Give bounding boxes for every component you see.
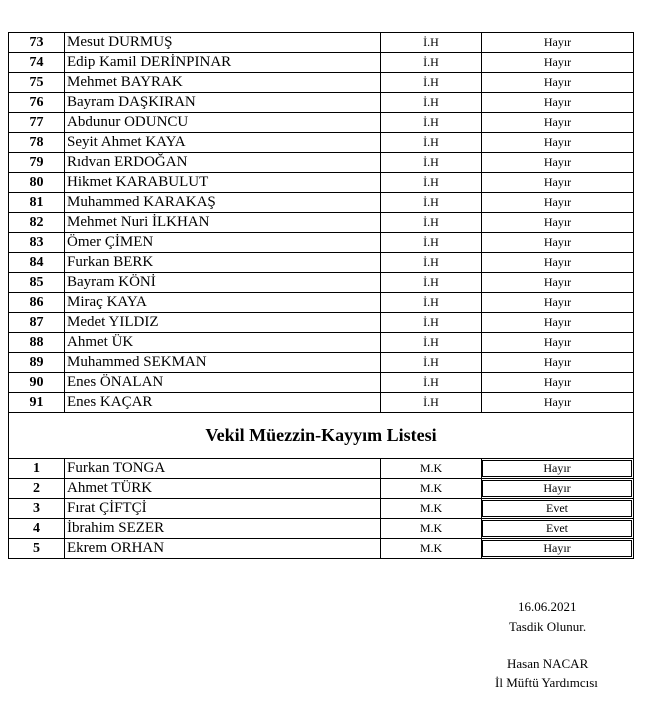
signature-date: 16.06.2021	[518, 599, 577, 614]
signer-name: Hasan NACAR	[507, 656, 589, 671]
table-row	[9, 458, 633, 478]
table-row	[9, 292, 633, 312]
row-number: 84	[9, 253, 65, 272]
person-name: Edip Kamil DERİNPINAR	[65, 53, 381, 72]
duty-type: M.K	[381, 519, 482, 538]
duty-type: İ.H	[381, 333, 482, 352]
row-number: 75	[9, 73, 65, 92]
row-number: 85	[9, 273, 65, 292]
status-value: Hayır	[543, 395, 572, 409]
row-number: 77	[9, 113, 65, 132]
row-number: 90	[9, 373, 65, 392]
table-row	[9, 52, 633, 72]
row-number: 2	[9, 479, 65, 498]
person-name: Ahmet ÜK	[65, 333, 381, 352]
row-number: 4	[9, 519, 65, 538]
duty-type: İ.H	[381, 293, 482, 312]
person-name: Abdunur ODUNCU	[65, 113, 381, 132]
status-value	[482, 519, 633, 538]
duty-type: İ.H	[381, 393, 482, 412]
row-number: 5	[9, 539, 65, 558]
table-row	[9, 352, 633, 372]
status-value: Hayır	[543, 215, 572, 229]
row-number: 80	[9, 173, 65, 192]
person-name: Mehmet Nuri İLKHAN	[65, 213, 381, 232]
table-row	[9, 232, 633, 252]
status-value: Hayır	[543, 275, 572, 289]
duty-type: İ.H	[381, 233, 482, 252]
status-value: Hayır	[543, 255, 572, 269]
status-value: Hayır	[543, 35, 572, 49]
status-value: Hayır	[543, 235, 572, 249]
duty-type: İ.H	[381, 373, 482, 392]
table-row	[9, 92, 633, 112]
status-value: Hayır	[543, 75, 572, 89]
table-row	[9, 538, 633, 558]
table-row	[9, 132, 633, 152]
section-title: Vekil Müezzin-Kayyım Listesi	[9, 412, 633, 458]
muezzin-rows	[9, 458, 633, 558]
person-name: İbrahim SEZER	[65, 519, 381, 538]
duty-type: İ.H	[381, 133, 482, 152]
table-row	[9, 498, 633, 518]
status-value	[482, 459, 633, 478]
duty-type: M.K	[381, 479, 482, 498]
status-value	[482, 539, 633, 558]
person-name: Ahmet TÜRK	[65, 479, 381, 498]
person-name: Fırat ÇİFTÇİ	[65, 499, 381, 518]
person-name: Muhammed KARAKAŞ	[65, 193, 381, 212]
imam-rows	[9, 32, 633, 412]
status-value: Hayır	[543, 375, 572, 389]
table-row	[9, 272, 633, 292]
table-row	[9, 152, 633, 172]
table-row	[9, 112, 633, 132]
person-name: Furkan BERK	[65, 253, 381, 272]
person-name: Enes ÖNALAN	[65, 373, 381, 392]
table-row	[9, 212, 633, 232]
table-row	[9, 392, 633, 412]
status-box: Hayır	[482, 480, 632, 497]
status-box: Evet	[482, 520, 632, 537]
person-name: Ömer ÇİMEN	[65, 233, 381, 252]
status-value: Hayır	[543, 315, 572, 329]
row-number: 79	[9, 153, 65, 172]
status-box: Evet	[482, 500, 632, 517]
person-name: Bayram DAŞKIRAN	[65, 93, 381, 112]
person-name: Muhammed SEKMAN	[65, 353, 381, 372]
table-row	[9, 192, 633, 212]
person-name: Medet YILDIZ	[65, 313, 381, 332]
person-name: Bayram KÖNİ	[65, 273, 381, 292]
person-name: Mesut DURMUŞ	[65, 33, 381, 52]
status-value: Hayır	[543, 55, 572, 69]
duty-type: İ.H	[381, 213, 482, 232]
status-value	[482, 499, 633, 518]
duty-type: İ.H	[381, 53, 482, 72]
status-value: Hayır	[543, 335, 572, 349]
table-row	[9, 172, 633, 192]
duty-type: İ.H	[381, 313, 482, 332]
person-name: Miraç KAYA	[65, 293, 381, 312]
duty-type: M.K	[381, 459, 482, 478]
row-number: 74	[9, 53, 65, 72]
status-box: Hayır	[482, 540, 632, 557]
table-row	[9, 478, 633, 498]
status-value: Hayır	[543, 135, 572, 149]
person-name: Hikmet KARABULUT	[65, 173, 381, 192]
table-row	[9, 72, 633, 92]
duty-type: İ.H	[381, 113, 482, 132]
duty-type: İ.H	[381, 73, 482, 92]
person-name: Seyit Ahmet KAYA	[65, 133, 381, 152]
status-value: Hayır	[543, 175, 572, 189]
row-number: 76	[9, 93, 65, 112]
person-name: Enes KAÇAR	[65, 393, 381, 412]
row-number: 86	[9, 293, 65, 312]
status-value	[482, 479, 633, 498]
row-number: 81	[9, 193, 65, 212]
duty-type: İ.H	[381, 193, 482, 212]
signature-approval: Tasdik Olunur.	[509, 619, 587, 634]
table-row	[9, 32, 633, 52]
duty-type: İ.H	[381, 273, 482, 292]
status-value: Hayır	[543, 115, 572, 129]
status-value: Hayır	[543, 195, 572, 209]
duty-type: İ.H	[381, 253, 482, 272]
person-name: Rıdvan ERDOĞAN	[65, 153, 381, 172]
person-name: Furkan TONGA	[65, 459, 381, 478]
row-number: 89	[9, 353, 65, 372]
row-number: 3	[9, 499, 65, 518]
duty-type: İ.H	[381, 173, 482, 192]
table-row	[9, 518, 633, 538]
duty-type: M.K	[381, 499, 482, 518]
row-number: 82	[9, 213, 65, 232]
personnel-table	[8, 32, 634, 559]
row-number: 88	[9, 333, 65, 352]
table-row	[9, 332, 633, 352]
row-number: 87	[9, 313, 65, 332]
row-number: 1	[9, 459, 65, 478]
duty-type: İ.H	[381, 353, 482, 372]
row-number: 73	[9, 33, 65, 52]
row-number: 91	[9, 393, 65, 412]
signer-title: İl Müftü Yardımcısı	[495, 675, 598, 690]
row-number: 78	[9, 133, 65, 152]
table-row	[9, 252, 633, 272]
status-value: Hayır	[543, 295, 572, 309]
duty-type: İ.H	[381, 153, 482, 172]
duty-type: İ.H	[381, 93, 482, 112]
status-value: Hayır	[543, 355, 572, 369]
status-box: Hayır	[482, 460, 632, 477]
status-value: Hayır	[543, 95, 572, 109]
person-name: Mehmet BAYRAK	[65, 73, 381, 92]
row-number: 83	[9, 233, 65, 252]
status-value: Hayır	[543, 155, 572, 169]
duty-type: İ.H	[381, 33, 482, 52]
person-name: Ekrem ORHAN	[65, 539, 381, 558]
table-row	[9, 372, 633, 392]
table-row	[9, 312, 633, 332]
duty-type: M.K	[381, 539, 482, 558]
